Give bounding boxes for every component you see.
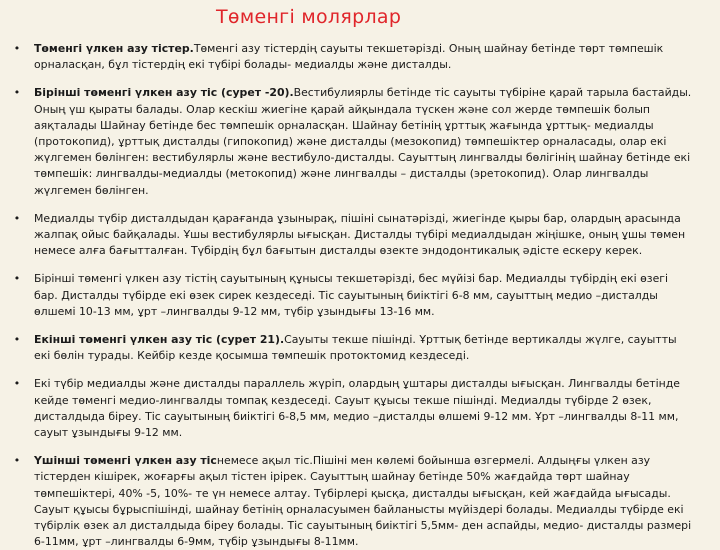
slide-title: Төменгі молярлар bbox=[216, 6, 402, 28]
bullet-icon: • bbox=[13, 272, 21, 286]
paragraph-bold-lead: Екінші төменгі үлкен азу тіс (сурет 21). bbox=[34, 333, 285, 347]
paragraph-text: Бірінші төменгі үлкен азу тістің сауытының құнысы текшетәрізді, бес мүйізі бар. Медиалды түбірдің екі өзегі бар. Дисталды түбірде екі өзек сирек кездеседі. Тіс сауытының биіктігі 6-8 мм, сауыттың медио –дисталды өлшемі 10-13 мм, ұрт –лингвалды 9-12 мм, түбір ұзындығы 13-16 мм. bbox=[34, 272, 669, 318]
paragraph-bold-lead: Бірінші төменгі үлкен азу тіс (сурет -20). bbox=[34, 86, 294, 100]
bullet-list bbox=[10, 41, 694, 550]
bullet-icon: • bbox=[13, 42, 21, 55]
paragraph-text: Медиалды түбір дисталдыдан қарағанда ұзынырақ, пішіні сынатәрізді, жиегінде қыры бар, олардың арасында жалпақ ойыс байқалады. Ұшы вестибулярлы ығысқан. Дисталды түбірі медиалдыдан жіңішке, оның ұшы төмен немесе алға бағытталған. Түбірдің бұл бағытын дисталды өзекте эндодонтикалық әдісте ескеру керек. bbox=[34, 211, 686, 258]
list-item bbox=[10, 41, 694, 73]
bullet-icon: • bbox=[13, 211, 21, 225]
bullet-icon: • bbox=[13, 333, 21, 347]
list-item bbox=[10, 211, 694, 260]
bullet-icon: • bbox=[13, 86, 21, 100]
paragraph-text: Екі түбір медиалды және дисталды параллель жүріп, олардың ұштары дисталды ығысқан. Лингвалды бетінде кейде төменгі медио-лингвалды томпақ кездеседі. Сауыт құысы текше пішінді. Медиалды түбірде 2 өзек, дисталдыда біреу. Тіс сауытының биіктігі 6-8,5 мм, медио –дисталды өлшемі 9-12 мм. Ұрт –лингвалды 8-11 мм, сауыт ұзындығы 9-12 мм. bbox=[34, 377, 681, 440]
list-item bbox=[10, 271, 694, 320]
bullet-icon: • bbox=[13, 454, 21, 468]
paragraph-bold-lead: Үшінші төменгі үлкен азу тіс bbox=[34, 454, 217, 468]
list-item bbox=[10, 453, 694, 550]
paragraph-text: немесе ақыл тіс.Пішіні мен көлемі бойынша өзгермелі. Алдыңғы үлкен азу тістерден кішірек, жоғарғы ақыл тістен ірірек. Сауыттың шайнау бетінде 50% жағдайда төрт шайнау төмпешіктері, 40% -5, 10%- те үн немесе алтау. Түбірлері қысқа, дисталды ығысқан, кей жағдайда ығысады. Сауыт құысы бұрыспішінді, шайнау бетінің орналасуымен байланысты мүйіздері болады. Медиалды түбірде екі түбірлік өзек ал дисталдыда біреу болады. Тіс сауытының биіктігі 5,5мм- ден аспайды, медио- дисталды размері 6-11мм, ұрт –лингвалды 6-9мм, түбір ұзындығы 8-11мм. bbox=[34, 454, 692, 549]
paragraph-text: Төменгі азу тістердің сауыты текшетәрізді. Оның шайнау бетінде төрт төмпешік орналасқан, бұл тістердің екі түбірі болады- медиалды және дисталды. bbox=[34, 42, 664, 72]
paragraph-bold-lead: Төменгі үлкен азу тістер. bbox=[34, 42, 194, 55]
list-item bbox=[10, 85, 694, 198]
bullet-icon: • bbox=[13, 377, 21, 391]
list-item bbox=[10, 376, 694, 441]
paragraph-text: Сауыты текше пішінді. Ұрттық бетінде вертикалды жүлге, сауытты екі бөлін турады. Кейбір кезде қосымша төмпешік протоктомид кездеседі. bbox=[34, 333, 677, 363]
paragraph-text: Вестибулиярлы бетінде тіс сауыты түбіріне қарай тарыла бастайды. Оның үш қыраты балады. Олар кескіш жиегіне қарай айқындала түскен және сол жерде төмпешік болып аяқталады Шайнау бетінде бес төмпешік орналасқан. Шайнау бетінің ұрттық жағында ұрттық- медиалды (протокопид), ұрттық дисталды (гипокопид) және дисталды (мезокопид) төмпешіктер орналасады, олар екі жүлгемен бөлінген: вестибулярлы және вестибуло-дисталды. Сауыттың лингвалды бөлігінің шайнау бетінде екі төмпешік: лингвалды-медиалды (метокопид) және лингвалды – дисталды (эретокопид). Олар лингвалды жүлгемен бөлінген. bbox=[34, 86, 692, 197]
list-item bbox=[10, 332, 694, 364]
